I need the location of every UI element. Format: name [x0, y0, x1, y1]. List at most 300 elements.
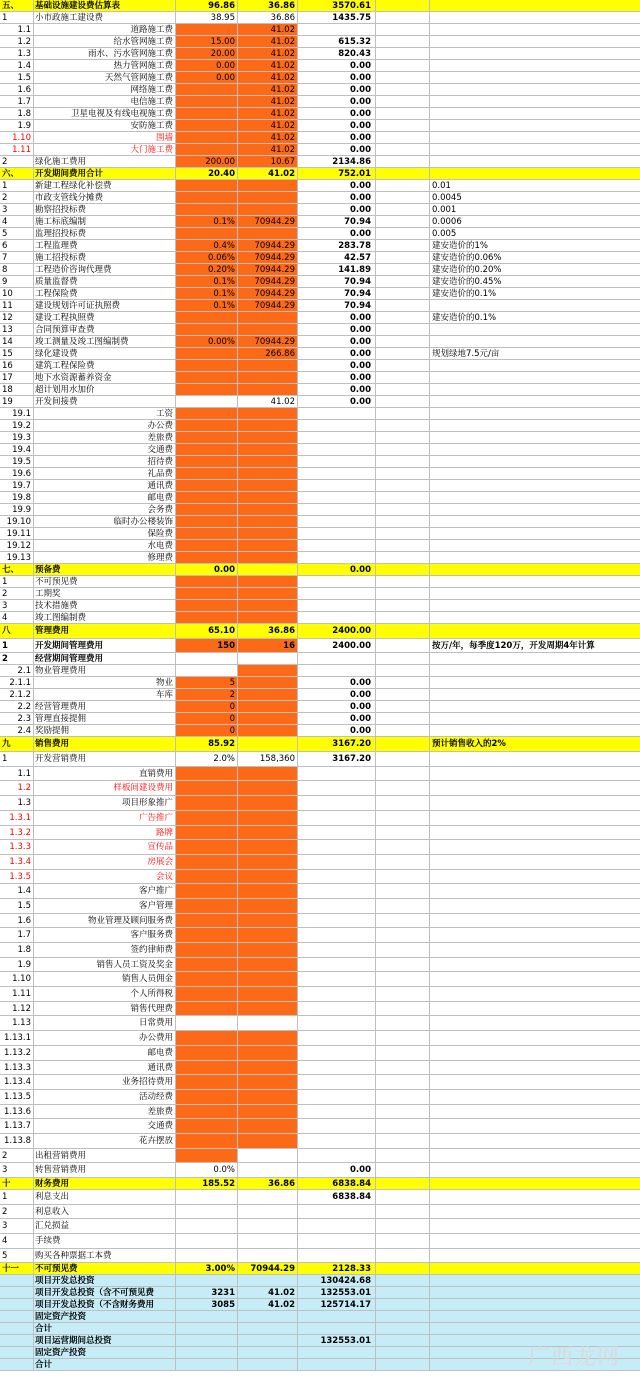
cell-b[interactable]: 交通费 [34, 1119, 176, 1133]
cell-f[interactable] [376, 624, 430, 638]
cell-a[interactable]: 2.2 [0, 701, 34, 712]
cell-c[interactable]: 3085 [176, 1299, 238, 1310]
cell-a[interactable]: 19.11 [0, 528, 34, 539]
cell-g[interactable] [430, 1311, 640, 1322]
cell-b[interactable]: 会议 [34, 870, 176, 884]
cell-g[interactable] [430, 528, 640, 539]
cell-d[interactable] [238, 713, 298, 724]
cell-f[interactable] [376, 1061, 430, 1075]
cell-f[interactable] [376, 276, 430, 287]
cell-a[interactable]: 15 [0, 348, 34, 359]
cell-e[interactable] [298, 516, 376, 527]
cell-e[interactable]: 1435.75 [298, 12, 376, 23]
cell-g[interactable] [430, 1119, 640, 1133]
cell-b[interactable]: 开发营销费用 [34, 752, 176, 766]
cell-e[interactable] [298, 1075, 376, 1089]
cell-f[interactable] [376, 928, 430, 942]
cell-g[interactable] [430, 384, 640, 395]
cell-g[interactable] [430, 624, 640, 638]
cell-a[interactable]: 1.6 [0, 84, 34, 95]
cell-d[interactable]: 41.02 [238, 72, 298, 83]
cell-f[interactable] [376, 252, 430, 263]
cell-f[interactable] [376, 1190, 430, 1204]
cell-a[interactable]: 5 [0, 228, 34, 239]
cell-b[interactable]: 管理直接提佣 [34, 713, 176, 724]
cell-a[interactable]: 1.13.5 [0, 1090, 34, 1104]
cell-g[interactable] [430, 972, 640, 986]
cell-a[interactable]: 2 [0, 653, 34, 664]
cell-d[interactable]: 70944.29 [238, 240, 298, 251]
cell-g[interactable] [430, 600, 640, 611]
cell-e[interactable] [298, 576, 376, 587]
cell-e[interactable]: 70.94 [298, 276, 376, 287]
cell-b[interactable]: 直销费用 [34, 767, 176, 781]
cell-d[interactable] [238, 928, 298, 942]
cell-d[interactable]: 36.86 [238, 1178, 298, 1189]
cell-g[interactable] [430, 1031, 640, 1045]
cell-e[interactable] [298, 1119, 376, 1133]
cell-e[interactable]: 141.89 [298, 264, 376, 275]
cell-c[interactable] [176, 811, 238, 825]
cell-a[interactable]: 19.2 [0, 420, 34, 431]
cell-e[interactable] [298, 870, 376, 884]
cell-d[interactable] [238, 492, 298, 503]
cell-c[interactable] [176, 420, 238, 431]
cell-b[interactable]: 预备费 [34, 564, 176, 575]
cell-c[interactable] [176, 552, 238, 563]
cell-d[interactable] [238, 1119, 298, 1133]
cell-e[interactable] [298, 1205, 376, 1219]
cell-c[interactable]: 96.86 [176, 0, 238, 11]
cell-d[interactable]: 70944.29 [238, 252, 298, 263]
cell-f[interactable] [376, 1119, 430, 1133]
cell-e[interactable]: 283.78 [298, 240, 376, 251]
cell-a[interactable]: 3 [0, 1163, 34, 1177]
cell-b[interactable]: 合计 [34, 1359, 176, 1370]
cell-e[interactable] [298, 1347, 376, 1358]
cell-b[interactable]: 工程造价咨询代理费 [34, 264, 176, 275]
cell-d[interactable]: 41.02 [238, 168, 298, 179]
cell-a[interactable]: 2.1.1 [0, 677, 34, 688]
cell-e[interactable] [298, 456, 376, 467]
cell-a[interactable]: 19.12 [0, 540, 34, 551]
cell-g[interactable] [430, 958, 640, 972]
cell-a[interactable] [0, 1287, 34, 1298]
cell-b[interactable]: 质量监督费 [34, 276, 176, 287]
cell-d[interactable] [238, 408, 298, 419]
cell-d[interactable]: 41.02 [238, 84, 298, 95]
cell-e[interactable]: 0.00 [298, 336, 376, 347]
cell-b[interactable]: 固定资产投资 [34, 1311, 176, 1322]
cell-a[interactable]: 1.3.4 [0, 855, 34, 869]
cell-a[interactable]: 1.13.2 [0, 1046, 34, 1060]
cell-a[interactable]: 2.1 [0, 665, 34, 676]
cell-e[interactable] [298, 612, 376, 623]
cell-e[interactable]: 0.00 [298, 228, 376, 239]
cell-d[interactable]: 70944.29 [238, 336, 298, 347]
cell-f[interactable] [376, 665, 430, 676]
cell-e[interactable] [298, 480, 376, 491]
cell-d[interactable] [238, 204, 298, 215]
cell-c[interactable]: 0.20% [176, 264, 238, 275]
cell-b[interactable]: 客户管理 [34, 899, 176, 913]
cell-g[interactable] [430, 480, 640, 491]
cell-c[interactable] [176, 972, 238, 986]
cell-d[interactable] [238, 480, 298, 491]
cell-b[interactable]: 新建工程绿化补偿费 [34, 180, 176, 191]
cell-e[interactable] [298, 987, 376, 1001]
cell-g[interactable] [430, 552, 640, 563]
cell-d[interactable]: 41.02 [238, 1287, 298, 1298]
cell-e[interactable]: 0.00 [298, 396, 376, 407]
cell-d[interactable]: 41.02 [238, 132, 298, 143]
cell-b[interactable]: 房展会 [34, 855, 176, 869]
cell-d[interactable]: 10.67 [238, 156, 298, 167]
cell-g[interactable] [430, 372, 640, 383]
cell-e[interactable]: 6838.84 [298, 1190, 376, 1204]
cell-d[interactable] [238, 653, 298, 664]
cell-d[interactable] [238, 855, 298, 869]
cell-c[interactable] [176, 1134, 238, 1148]
cell-a[interactable]: 1.2 [0, 781, 34, 795]
cell-d[interactable]: 70944.29 [238, 216, 298, 227]
cell-e[interactable]: 0.00 [298, 689, 376, 700]
cell-e[interactable]: 820.43 [298, 48, 376, 59]
cell-f[interactable] [376, 156, 430, 167]
cell-g[interactable] [430, 1299, 640, 1310]
cell-d[interactable] [238, 870, 298, 884]
cell-d[interactable]: 70944.29 [238, 288, 298, 299]
cell-g[interactable] [430, 653, 640, 664]
cell-f[interactable] [376, 420, 430, 431]
cell-b[interactable]: 广告推广 [34, 811, 176, 825]
cell-g[interactable]: 预计销售收入的2% [432, 739, 506, 750]
cell-e[interactable] [298, 1134, 376, 1148]
cell-d[interactable]: 70944.29 [238, 264, 298, 275]
cell-a[interactable]: 19.9 [0, 504, 34, 515]
cell-a[interactable]: 14 [0, 336, 34, 347]
cell-c[interactable] [176, 516, 238, 527]
cell-c[interactable] [176, 192, 238, 203]
cell-e[interactable]: 0.00 [298, 120, 376, 131]
cell-g[interactable] [430, 84, 640, 95]
cell-g[interactable] [430, 928, 640, 942]
cell-a[interactable]: 1 [0, 1190, 34, 1204]
cell-d[interactable] [238, 1335, 298, 1346]
cell-f[interactable] [376, 1263, 430, 1274]
cell-b[interactable]: 签约律师费 [34, 943, 176, 957]
cell-e[interactable] [298, 1219, 376, 1233]
cell-e[interactable]: 0.00 [298, 72, 376, 83]
cell-c[interactable] [176, 180, 238, 191]
cell-g[interactable] [430, 1323, 640, 1334]
cell-e[interactable]: 0.00 [298, 348, 376, 359]
cell-e[interactable] [298, 1311, 376, 1322]
cell-a[interactable]: 1.2 [0, 36, 34, 47]
cell-d[interactable] [238, 689, 298, 700]
cell-f[interactable] [376, 737, 430, 751]
cell-b[interactable]: 合同预算审查费 [34, 324, 176, 335]
cell-d[interactable] [238, 372, 298, 383]
cell-g[interactable] [430, 1075, 640, 1089]
cell-g[interactable]: 按万/年，每季度120万，开发周期4年计算 [432, 640, 595, 651]
cell-a[interactable]: 4 [0, 216, 34, 227]
cell-a[interactable]: 19.7 [0, 480, 34, 491]
cell-c[interactable] [176, 1046, 238, 1060]
cell-g[interactable]: 建安造价的0.1% [432, 289, 497, 299]
cell-e[interactable]: 0.00 [298, 192, 376, 203]
cell-e[interactable] [298, 492, 376, 503]
cell-e[interactable]: 132553.01 [298, 1335, 376, 1346]
cell-b[interactable]: 办公费用 [34, 1031, 176, 1045]
cell-e[interactable] [298, 588, 376, 599]
cell-c[interactable]: 0.0% [176, 1163, 238, 1177]
cell-c[interactable] [176, 1119, 238, 1133]
cell-c[interactable]: 65.10 [176, 624, 238, 638]
cell-d[interactable] [238, 468, 298, 479]
cell-c[interactable]: 0.1% [176, 300, 238, 311]
cell-d[interactable]: 41.02 [238, 60, 298, 71]
cell-f[interactable] [376, 456, 430, 467]
cell-d[interactable]: 36.86 [238, 0, 298, 11]
cell-a[interactable]: 3 [0, 204, 34, 215]
cell-d[interactable] [238, 1205, 298, 1219]
cell-a[interactable] [0, 1323, 34, 1334]
cell-b[interactable]: 竣工图编制费 [34, 612, 176, 623]
cell-f[interactable] [376, 725, 430, 736]
cell-b[interactable]: 项目开发总投资（含不可预见费 [34, 1287, 176, 1298]
cell-b[interactable]: 勘察招投标费 [34, 204, 176, 215]
cell-f[interactable] [376, 72, 430, 83]
cell-f[interactable] [376, 1275, 430, 1286]
cell-e[interactable]: 0.00 [298, 360, 376, 371]
cell-a[interactable]: 19.10 [0, 516, 34, 527]
cell-e[interactable]: 0.00 [298, 180, 376, 191]
cell-c[interactable]: 2 [176, 689, 238, 700]
cell-e[interactable] [298, 468, 376, 479]
cell-g[interactable] [430, 156, 640, 167]
cell-b[interactable]: 不可预见费 [34, 1263, 176, 1274]
cell-c[interactable] [176, 120, 238, 131]
cell-a[interactable]: 1.13.4 [0, 1075, 34, 1089]
cell-d[interactable] [238, 420, 298, 431]
cell-c[interactable] [176, 914, 238, 928]
cell-f[interactable] [376, 1234, 430, 1248]
cell-f[interactable] [376, 12, 430, 23]
cell-c[interactable] [176, 204, 238, 215]
cell-c[interactable] [176, 781, 238, 795]
cell-b[interactable]: 不可预见费 [34, 576, 176, 587]
cell-f[interactable] [376, 288, 430, 299]
cell-d[interactable] [238, 811, 298, 825]
cell-a[interactable]: 1.13.8 [0, 1134, 34, 1148]
cell-c[interactable] [176, 1205, 238, 1219]
cell-b[interactable]: 大门施工费 [34, 144, 176, 155]
cell-b[interactable]: 销售人员工资及奖金 [34, 958, 176, 972]
cell-b[interactable]: 邮电费 [34, 1046, 176, 1060]
cell-e[interactable] [298, 958, 376, 972]
cell-c[interactable] [176, 1002, 238, 1016]
cell-e[interactable] [298, 432, 376, 443]
cell-d[interactable] [238, 943, 298, 957]
cell-a[interactable] [0, 1347, 34, 1358]
cell-b[interactable]: 经营期间管理费用 [34, 653, 176, 664]
cell-e[interactable] [298, 1234, 376, 1248]
cell-f[interactable] [376, 840, 430, 854]
cell-a[interactable]: 16 [0, 360, 34, 371]
cell-f[interactable] [376, 60, 430, 71]
cell-c[interactable] [176, 899, 238, 913]
cell-f[interactable] [376, 480, 430, 491]
cell-a[interactable]: 18 [0, 384, 34, 395]
cell-c[interactable] [176, 1016, 238, 1030]
cell-c[interactable]: 2.0% [176, 752, 238, 766]
cell-d[interactable] [238, 384, 298, 395]
cell-f[interactable] [376, 1287, 430, 1298]
cell-b[interactable]: 工期奖 [34, 588, 176, 599]
cell-g[interactable] [430, 444, 640, 455]
cell-g[interactable] [430, 540, 640, 551]
cell-f[interactable] [376, 360, 430, 371]
cell-f[interactable] [376, 972, 430, 986]
cell-d[interactable] [238, 1061, 298, 1075]
cell-b[interactable]: 物业管理及顾问服务费 [34, 914, 176, 928]
cell-a[interactable] [0, 1335, 34, 1346]
cell-e[interactable]: 70.94 [298, 300, 376, 311]
cell-e[interactable]: 752.01 [298, 168, 376, 179]
cell-d[interactable] [238, 1359, 298, 1370]
cell-e[interactable]: 0.00 [298, 312, 376, 323]
cell-e[interactable]: 6838.84 [298, 1178, 376, 1189]
cell-e[interactable] [298, 444, 376, 455]
cell-e[interactable]: 0.00 [298, 60, 376, 71]
cell-d[interactable] [238, 725, 298, 736]
cell-d[interactable]: 41.02 [238, 48, 298, 59]
cell-b[interactable]: 开发期间费用合计 [34, 168, 176, 179]
cell-e[interactable]: 0.00 [298, 84, 376, 95]
cell-b[interactable]: 开发间接费 [34, 396, 176, 407]
cell-g[interactable] [430, 360, 640, 371]
cell-d[interactable] [238, 1347, 298, 1358]
cell-c[interactable] [176, 1149, 238, 1163]
cell-c[interactable]: 3.00% [176, 1263, 238, 1274]
cell-e[interactable]: 0.00 [298, 324, 376, 335]
cell-f[interactable] [376, 713, 430, 724]
cell-d[interactable]: 41.02 [238, 96, 298, 107]
cell-a[interactable]: 1 [0, 576, 34, 587]
cell-f[interactable] [376, 24, 430, 35]
cell-b[interactable]: 招待费 [34, 456, 176, 467]
cell-b[interactable]: 雨水、污水管网施工费 [34, 48, 176, 59]
cell-b[interactable]: 项目开发总投资 [34, 1275, 176, 1286]
cell-b[interactable]: 路牌 [34, 826, 176, 840]
cell-f[interactable] [376, 752, 430, 766]
cell-c[interactable] [176, 653, 238, 664]
cell-f[interactable] [376, 1046, 430, 1060]
cell-c[interactable]: 200.00 [176, 156, 238, 167]
cell-d[interactable] [238, 677, 298, 688]
cell-g[interactable] [430, 60, 640, 71]
cell-c[interactable]: 0 [176, 713, 238, 724]
cell-a[interactable]: 1.11 [0, 987, 34, 1001]
cell-f[interactable] [376, 0, 430, 11]
cell-b[interactable]: 工程保险费 [34, 288, 176, 299]
cell-e[interactable]: 0.00 [298, 144, 376, 155]
cell-e[interactable]: 70.94 [298, 288, 376, 299]
cell-c[interactable]: 0.00 [176, 72, 238, 83]
cell-a[interactable] [0, 1359, 34, 1370]
cell-g[interactable] [430, 96, 640, 107]
cell-f[interactable] [376, 192, 430, 203]
cell-g[interactable] [430, 168, 640, 179]
cell-a[interactable]: 八 [0, 624, 34, 638]
cell-f[interactable] [376, 540, 430, 551]
cell-g[interactable] [430, 884, 640, 898]
cell-g[interactable]: 0.001 [432, 205, 457, 215]
cell-c[interactable] [176, 958, 238, 972]
cell-f[interactable] [376, 1075, 430, 1089]
cell-c[interactable] [176, 1347, 238, 1358]
cell-b[interactable]: 水电费 [34, 540, 176, 551]
cell-d[interactable] [238, 796, 298, 810]
cell-b[interactable]: 邮电费 [34, 492, 176, 503]
cell-d[interactable] [238, 1249, 298, 1263]
cell-b[interactable]: 办公费 [34, 420, 176, 431]
cell-f[interactable] [376, 855, 430, 869]
cell-b[interactable]: 差旅费 [34, 1105, 176, 1119]
cell-f[interactable] [376, 811, 430, 825]
cell-a[interactable]: 1.1 [0, 767, 34, 781]
cell-g[interactable] [430, 1178, 640, 1189]
cell-a[interactable]: 1.9 [0, 120, 34, 131]
cell-e[interactable]: 0.00 [298, 564, 376, 575]
cell-b[interactable]: 个人所得税 [34, 987, 176, 1001]
cell-b[interactable]: 销售代理费 [34, 1002, 176, 1016]
cell-c[interactable] [176, 943, 238, 957]
cell-g[interactable] [430, 12, 640, 23]
cell-f[interactable] [376, 1163, 430, 1177]
cell-c[interactable] [176, 588, 238, 599]
cell-f[interactable] [376, 588, 430, 599]
cell-c[interactable] [176, 1234, 238, 1248]
cell-d[interactable] [238, 588, 298, 599]
cell-a[interactable]: 1.3 [0, 796, 34, 810]
cell-c[interactable]: 15.00 [176, 36, 238, 47]
cell-a[interactable]: 1.13.7 [0, 1119, 34, 1133]
cell-c[interactable] [176, 928, 238, 942]
cell-f[interactable] [376, 689, 430, 700]
cell-g[interactable] [430, 1263, 640, 1274]
cell-g[interactable] [430, 781, 640, 795]
cell-e[interactable] [298, 928, 376, 942]
cell-g[interactable] [430, 1046, 640, 1060]
cell-d[interactable] [238, 1323, 298, 1334]
cell-d[interactable] [238, 612, 298, 623]
cell-f[interactable] [376, 36, 430, 47]
cell-e[interactable] [298, 1105, 376, 1119]
cell-g[interactable] [430, 870, 640, 884]
cell-f[interactable] [376, 1323, 430, 1334]
cell-b[interactable]: 技术措施费 [34, 600, 176, 611]
cell-a[interactable]: 1.4 [0, 884, 34, 898]
cell-c[interactable]: 0.1% [176, 216, 238, 227]
cell-c[interactable] [176, 540, 238, 551]
cell-a[interactable]: 五、 [0, 0, 34, 11]
cell-a[interactable]: 1.5 [0, 899, 34, 913]
cell-a[interactable]: 1.13.3 [0, 1061, 34, 1075]
cell-g[interactable]: 规划绿地7.5元/亩 [432, 349, 500, 359]
cell-e[interactable]: 70.94 [298, 216, 376, 227]
